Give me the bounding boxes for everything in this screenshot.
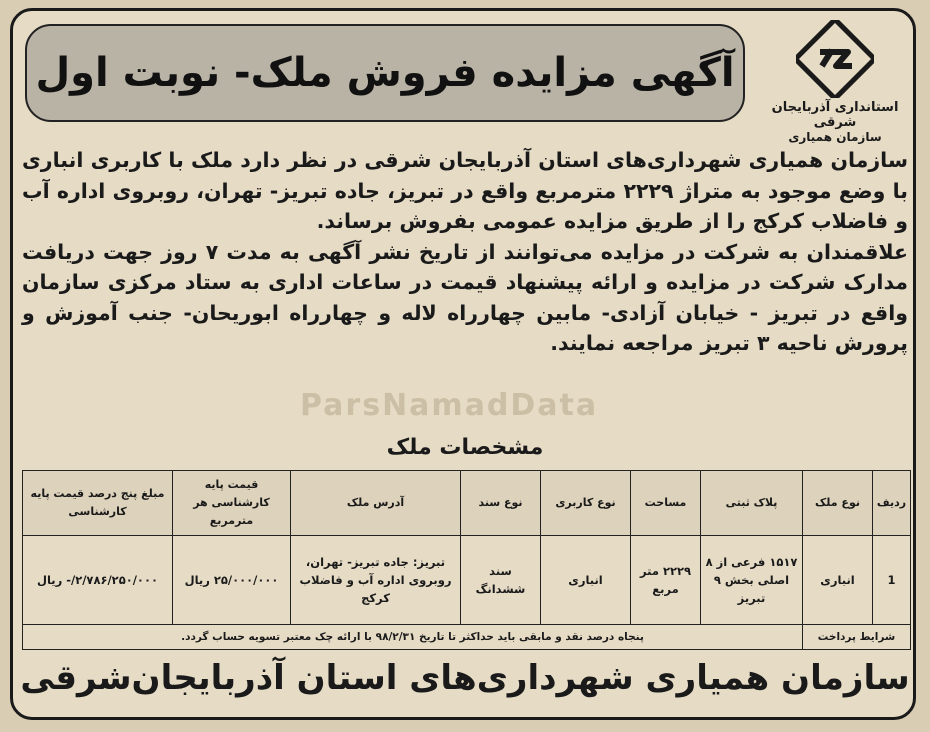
footer-organization: سازمان همیاری شهرداری‌های استان آذربایجان‌شرقی — [20, 658, 910, 698]
header-registration-plaque: پلاک ثبتی — [701, 471, 803, 536]
body-paragraph-2: علاقمندان به شرکت در مزایده می‌توانند از تاریخ نشر آگهی به مدت ۷ روز جهت دریافت مدارک شرکت در مزایده و ارائه پیشنهاد قیمت در ساعات اداری به ستاد مرکزی سازمان واقع در تبریز - خیابان آزادی- مابین چهارراه لاله و چهارراه ابوریحان- جنب آموزش و پرورش ناحیه ۳ تبریز مراجعه نمایند. — [22, 239, 909, 355]
body-paragraph-1: سازمان همیاری شهرداری‌های استان آذربایجان شرقی در نظر دارد ملک با کاربری انباری با وضع موجود به متراژ ۲۲۲۹ مترمربع واقع در تبریز، جاده تبریز- تهران، روبروی اداره آب و فاضلاب کرکج را از طریق مزایده عمومی بفروش برساند. — [22, 148, 908, 233]
header-address: آدرس ملک — [291, 471, 461, 536]
cell-row-number: 1 — [873, 536, 911, 625]
header-five-percent: مبلغ پنج درصد قیمت پایه کارشناسی — [23, 471, 173, 536]
watermark-text: ParsNamadData — [300, 388, 599, 423]
cell-area: ۲۲۲۹ متر مربع — [631, 536, 701, 625]
cell-five-percent: ۲/۷۸۶/۲۵۰/۰۰۰/- ریال — [23, 536, 173, 625]
header-area: مساحت — [631, 471, 701, 536]
specs-title: مشخصات ملک — [386, 435, 544, 460]
payment-terms-label: شرایط پرداخت — [803, 625, 911, 650]
payment-terms-row — [23, 625, 911, 650]
header-row-number: ردیف — [873, 471, 911, 536]
page-title: آگهی مزایده فروش ملک- نوبت اول — [35, 50, 735, 96]
cell-property-type: انباری — [803, 536, 873, 625]
table-row — [23, 536, 911, 625]
cell-address: تبریز: جاده تبریز- تهران، روبروی اداره آب و فاضلاب کرکج — [291, 536, 461, 625]
header-deed-type: نوع سند — [461, 471, 541, 536]
cell-usage-type: انباری — [541, 536, 631, 625]
cell-registration-plaque: ۱۵۱۷ فرعی از ۸ اصلی بخش ۹ تبریز — [701, 536, 803, 625]
property-specs-table — [22, 470, 911, 650]
org-name-line2: سازمان همیاری — [788, 130, 882, 144]
organization-logo-block — [760, 20, 910, 144]
header-usage-type: نوع کاربری — [541, 471, 631, 536]
payment-terms-text: پنجاه درصد نقد و مابقی باید حداکثر تا تاریخ ۹۸/۲/۳۱ با ارائه چک معتبر تسویه حساب گردد. — [23, 625, 803, 650]
org-name-line1: استانداری آذربایجان شرقی — [771, 100, 899, 130]
title-banner — [25, 24, 745, 122]
header-property-type: نوع ملک — [803, 471, 873, 536]
table-header-row — [23, 471, 911, 536]
organization-logo-icon — [796, 20, 874, 98]
cell-base-price: ۲۵/۰۰۰/۰۰۰ ریال — [173, 536, 291, 625]
header-base-price: قیمت پایه کارشناسی هر مترمربع — [173, 471, 291, 536]
cell-deed-type: سند ششدانگ — [461, 536, 541, 625]
notice-body — [22, 145, 908, 359]
